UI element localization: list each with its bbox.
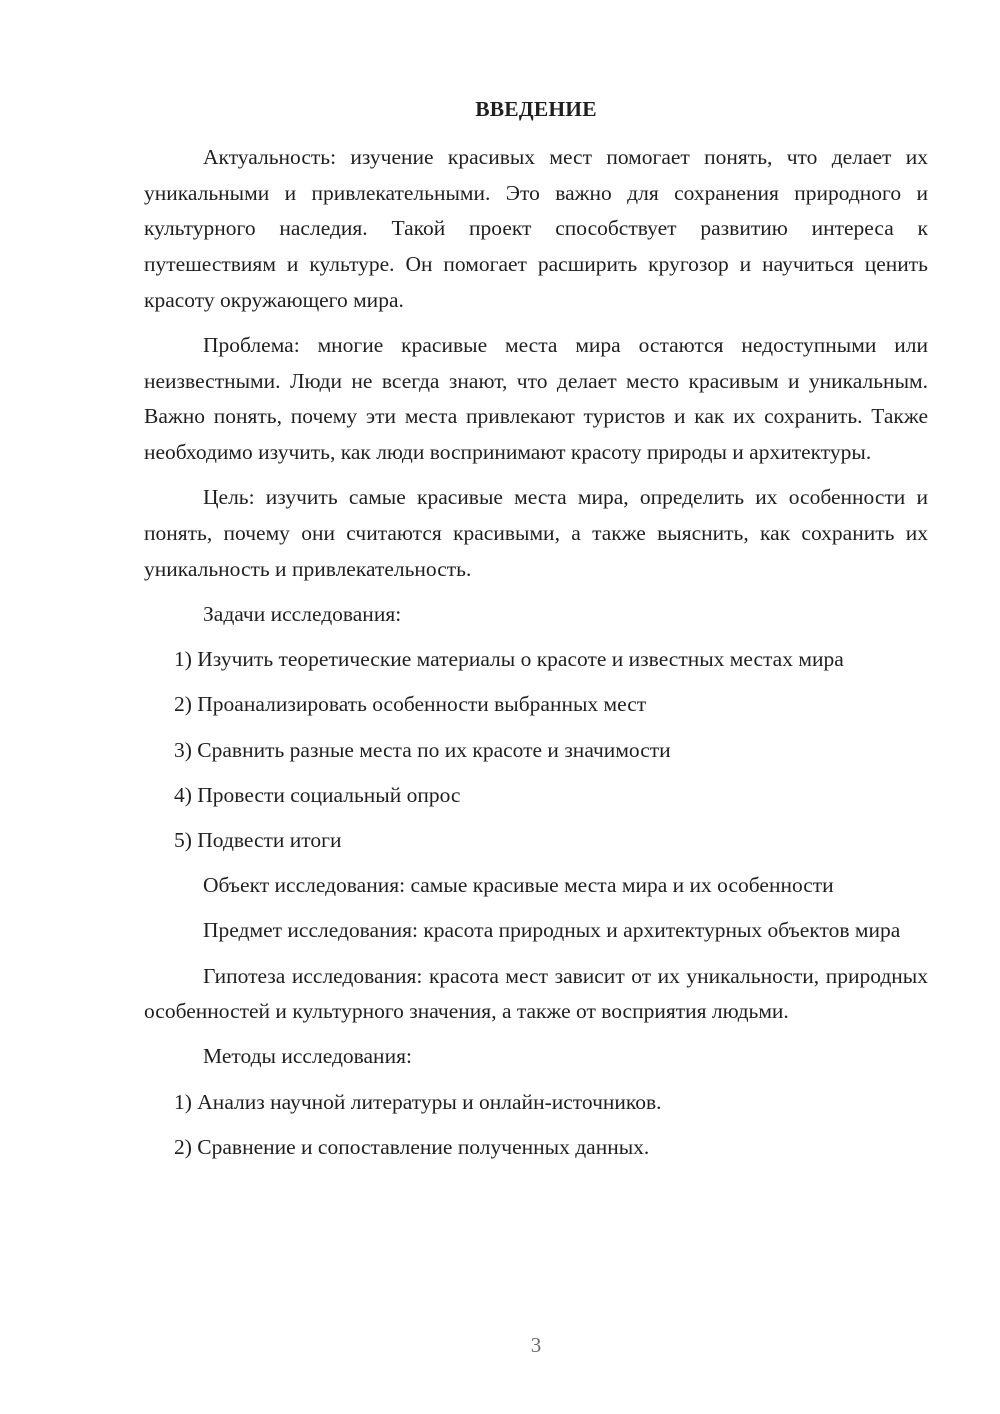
method-item: 2) Сравнение и сопоставление полученных данных. (174, 1134, 650, 1159)
task-item: 3) Сравнить разные места по их красоте и значимости (174, 737, 671, 762)
method-item: 1) Анализ научной литературы и онлайн-источников. (174, 1089, 662, 1114)
paragraph-subject: Предмет исследования: красота природных и архитектурных объектов мира (203, 918, 901, 943)
document-body (144, 140, 928, 1166)
paragraph-problem: Проблема: многие красивые места мира остаются недоступными или неизвестными. Люди не всегда знают, что делает место красивым и уникальным. Важно понять, почему эти места привлекают туристов и как их сохранить. Также необходимо изучить, как люди воспринимают красоту природы и архитектуры. (144, 333, 928, 465)
task-item: 2) Проанализировать особенности выбранных мест (174, 692, 647, 717)
task-item: 1) Изучить теоретические материалы о красоте и известных местах мира (174, 647, 844, 672)
task-item: 5) Подвести итоги (174, 827, 342, 852)
page-number: 3 (530, 1333, 542, 1357)
paragraph-goal: Цель: изучить самые красивые места мира, определить их особенности и понять, почему они считаются красивыми, а также выяснить, как сохранить их уникальность и привлекательность. (144, 485, 928, 581)
page-title: ВВЕДЕНИЕ (475, 97, 597, 121)
paragraph-relevance: Актуальность: изучение красивых мест помогает понять, что делает их уникальными и привлекательными. Это важно для сохранения природного и культурного наследия. Такой проект способствует развитию интереса к путешествиям и культуре. Он помогает расширить кругозор и научиться ценить красоту окружающего мира. (144, 145, 928, 312)
tasks-heading: Задачи исследования: (203, 601, 402, 626)
task-item: 4) Провести социальный опрос (174, 782, 461, 807)
methods-heading: Методы исследования: (203, 1044, 412, 1069)
paragraph-object: Объект исследования: самые красивые места мира и их особенности (203, 873, 834, 898)
paragraph-hypothesis: Гипотеза исследования: красота мест зависит от их уникальности, природных особенностей и культурного значения, а также от восприятия людьми. (144, 963, 928, 1024)
